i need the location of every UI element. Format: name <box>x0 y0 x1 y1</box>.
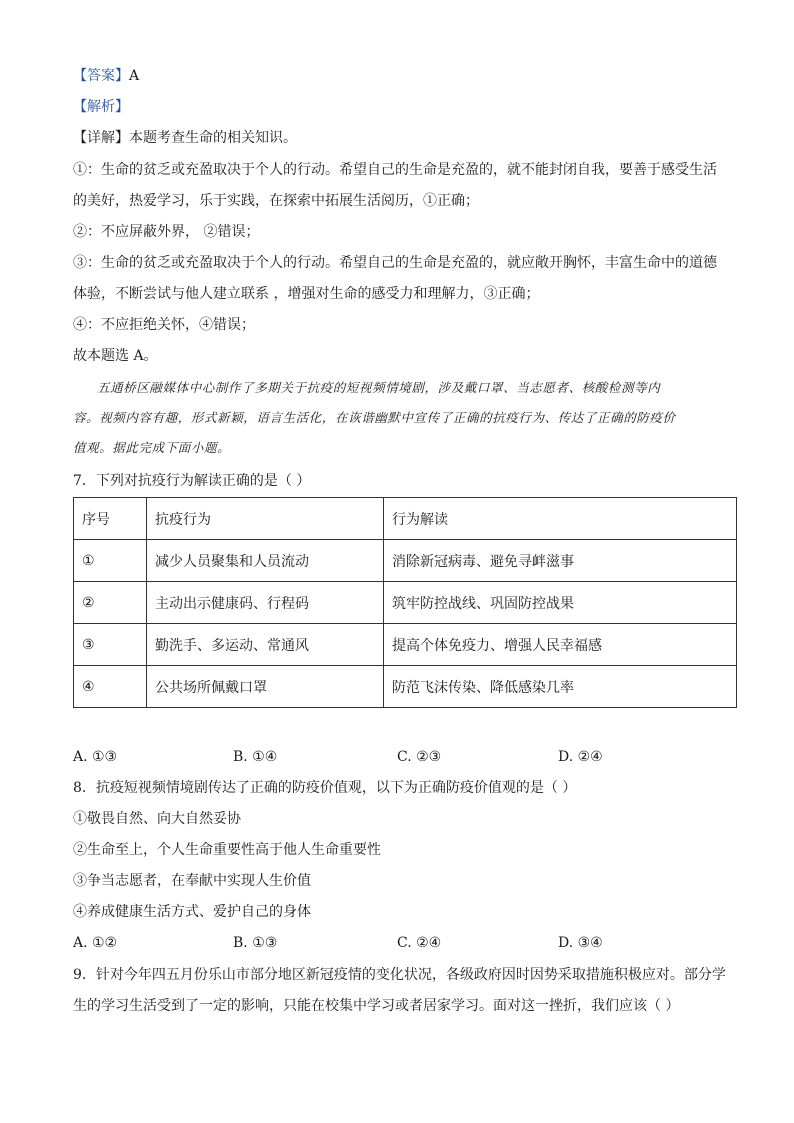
detail-line: ②：不应屏蔽外界， ②错误； <box>73 224 260 240</box>
q7-table <box>73 497 737 708</box>
analysis-label: 【解析】 <box>73 99 129 115</box>
table-row <box>74 540 737 582</box>
q8-stem: 8．抗疫短视频情境剧传达了正确的防疫价值观，以下为正确防疫价值观的是（ ） <box>73 780 577 796</box>
table-cell: ④ <box>74 666 147 708</box>
passage-line: 五通桥区融媒体中心制作了多期关于抗疫的短视频情境剧，涉及戴口罩、当志愿者、核酸检测等内 <box>97 380 661 395</box>
q8-item: ②生命至上，个人生命重要性高于他人生命重要性 <box>73 842 381 858</box>
table-cell: 公共场所佩戴口罩 <box>147 666 384 708</box>
q8-option-a: A. ①② <box>73 935 118 951</box>
table-cell: ③ <box>74 624 147 666</box>
q7-option-d: D. ②④ <box>558 749 603 765</box>
table-cell: 减少人员聚集和人员流动 <box>147 540 384 582</box>
table-header-cell: 抗疫行为 <box>147 498 384 540</box>
table-header-row <box>74 498 737 540</box>
table-cell: 主动出示健康码、行程码 <box>147 582 384 624</box>
q8-option-d: D. ③④ <box>558 935 603 951</box>
q7-option-c: C. ②③ <box>397 749 442 765</box>
answer-line <box>73 66 139 86</box>
detail-intro-line <box>73 128 297 148</box>
table-header-cell: 序号 <box>74 498 147 540</box>
answer-value: A <box>129 68 140 84</box>
q7-option-a: A. ①③ <box>73 749 118 765</box>
passage-line: 容。视频内容有趣，形式新颖，语言生活化，在诙谐幽默中宣传了正确的抗疫行为、传达了正确的防疫价 <box>73 410 676 425</box>
table-cell: 防范飞沫传染、降低感染几率 <box>384 666 737 708</box>
detail-line: ①：生命的贫乏或充盈取决于个人的行动。希望自己的生命是充盈的，就不能封闭自我，要善于感受生活 <box>73 162 717 178</box>
q8-option-c: C. ②④ <box>397 935 442 951</box>
table-cell: ① <box>74 540 147 582</box>
detail-label: 【详解】 <box>73 130 129 146</box>
table-row <box>74 624 737 666</box>
table-cell: 勤洗手、多运动、常通风 <box>147 624 384 666</box>
answer-label: 【答案】 <box>73 68 129 84</box>
q7-stem: 7．下列对抗疫行为解读正确的是（ ） <box>73 473 311 489</box>
detail-line: 的美好，热爱学习，乐于实践，在探索中拓展生活阅历，①正确； <box>73 193 479 209</box>
q9-stem-line: 生的学习生活受到了一定的影响，只能在校集中学习或者居家学习。面对这一挫折，我们应该（ ） <box>73 998 680 1014</box>
detail-line: ③：生命的贫乏或充盈取决于个人的行动。希望自己的生命是充盈的，就应敞开胸怀，丰富生命中的道德 <box>73 255 717 271</box>
q8-item: ③争当志愿者，在奉献中实现人生价值 <box>73 873 311 889</box>
reading-passage <box>73 373 723 463</box>
table-cell: ② <box>74 582 147 624</box>
table-row <box>74 582 737 624</box>
q8-option-b: B. ①③ <box>233 935 278 951</box>
q8-item: ①敬畏自然、向大自然妥协 <box>73 811 241 827</box>
q8-item: ④养成健康生活方式、爱护自己的身体 <box>73 904 311 920</box>
table-cell: 提高个体免疫力、增强人民幸福感 <box>384 624 737 666</box>
detail-conclusion: 故本题选 A。 <box>73 348 158 364</box>
detail-line: ④：不应拒绝关怀，④错误； <box>73 317 255 333</box>
q7-option-b: B. ①④ <box>233 749 278 765</box>
table-cell: 消除新冠病毒、避免寻衅滋事 <box>384 540 737 582</box>
detail-intro: 本题考查生命的相关知识。 <box>129 130 297 146</box>
detail-line: 体验，不断尝试与他人建立联系 ，增强对生命的感受力和理解力，③正确； <box>73 286 540 302</box>
passage-line: 值观。据此完成下面小题。 <box>73 440 231 455</box>
table-row <box>74 666 737 708</box>
q9-stem-line: 9．针对今年四五月份乐山市部分地区新冠疫情的变化状况，各级政府因时因势采取措施积极应对。部分学 <box>73 967 726 983</box>
table-header-cell: 行为解读 <box>384 498 737 540</box>
table-cell: 筑牢防控战线、巩固防控战果 <box>384 582 737 624</box>
